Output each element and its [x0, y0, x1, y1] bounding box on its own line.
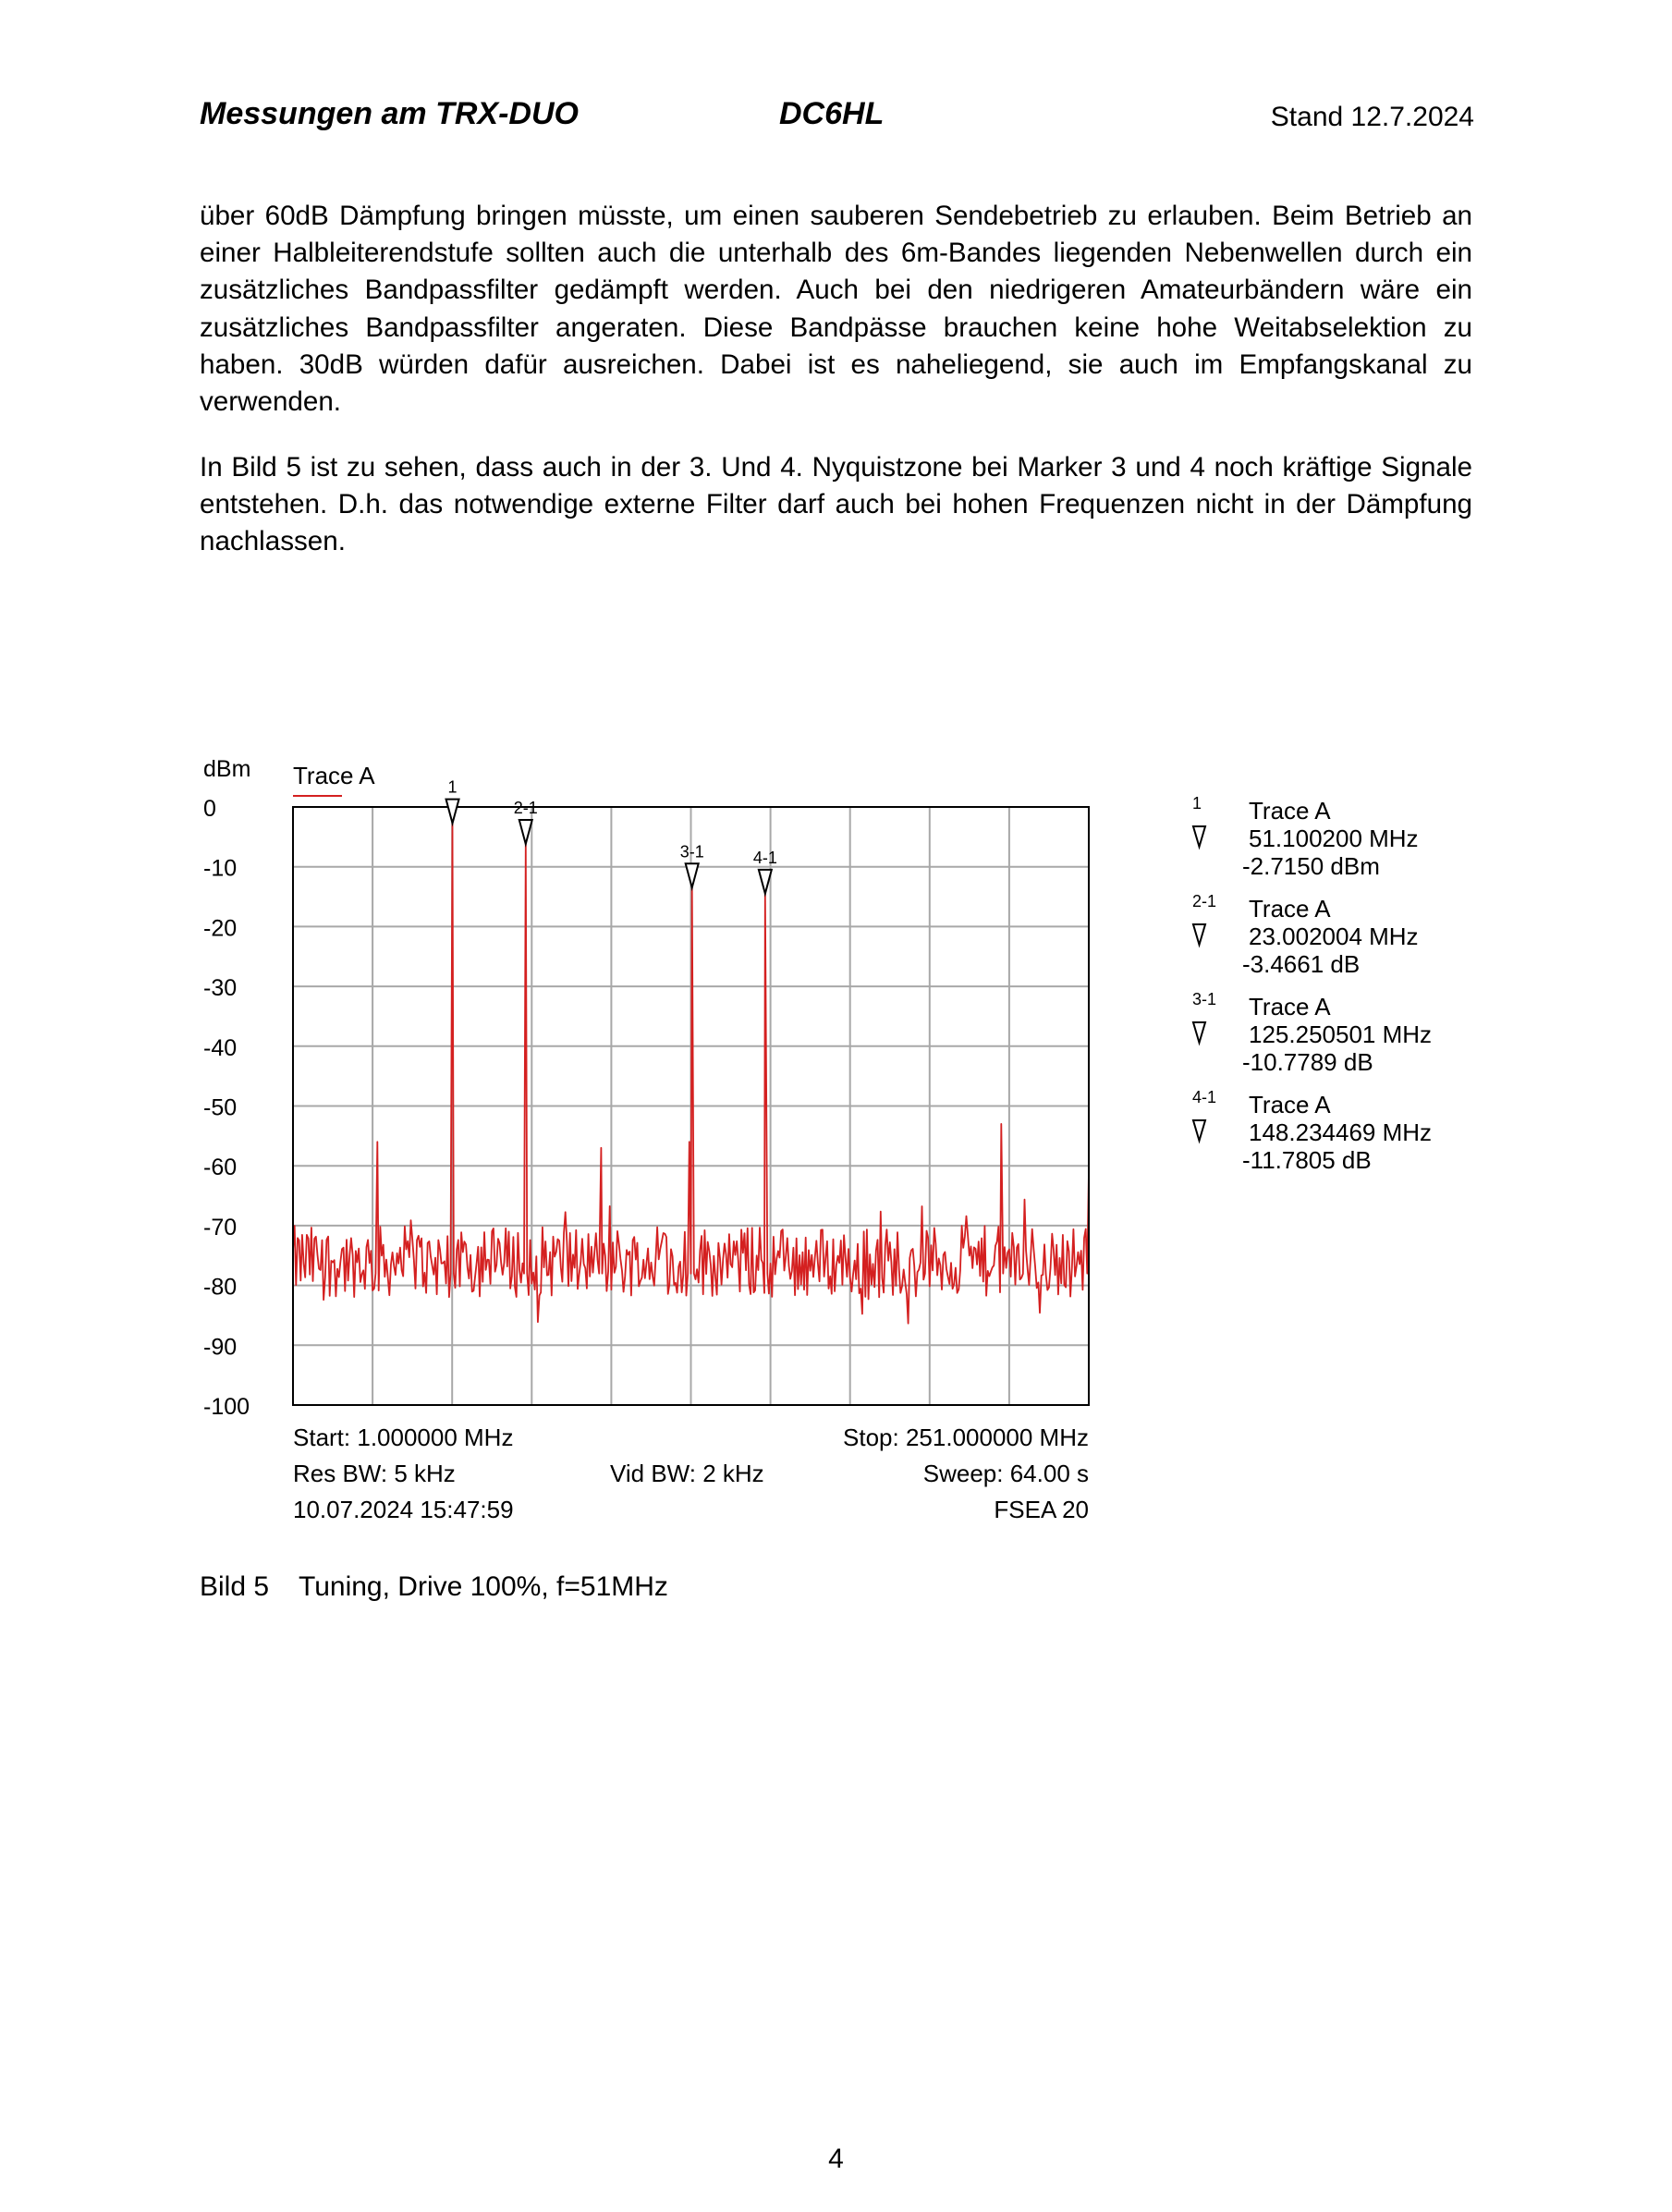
y-tick-label: -80 [203, 1274, 238, 1301]
y-tick-label: -10 [203, 855, 238, 882]
footer-date: 10.07.2024 15:47:59 [293, 1496, 514, 1523]
footer-stop: Stop: 251.000000 MHz [843, 1424, 1089, 1451]
y-unit-label: dBm [203, 756, 251, 782]
y-tick-label: -50 [203, 1094, 238, 1121]
page-number: 4 [828, 2144, 844, 2174]
footer-vid-bw: Vid BW: 2 kHz [610, 1460, 764, 1487]
figure-number: Bild 5 [200, 1571, 270, 1602]
marker-triangle-1 [446, 800, 459, 824]
figure-caption [200, 1571, 668, 1603]
paragraph: In Bild 5 ist zu sehen, dass auch in der 3. Und 4. Nyquistzone bei Marker 3 und 4 noch kräftige Signale entstehen. D.h. das notwendige externe Filter darf auch bei hohen Frequenzen nicht in der Dämpfung nachlassen. [200, 452, 1472, 557]
readout-frequency: 23.002004 MHz [1249, 923, 1419, 950]
y-tick-label: -100 [203, 1394, 250, 1420]
marker-label-3-1: 3-1 [679, 842, 704, 862]
readout-marker-icon [1193, 1120, 1205, 1141]
header-date: Stand 12.7.2024 [1270, 102, 1474, 132]
readout-level: -2.7150 dBm [1242, 852, 1380, 880]
footer-res-bw: Res BW: 5 kHz [293, 1460, 456, 1487]
legend-label: Trace A [293, 762, 375, 789]
readout-marker-icon [1193, 924, 1205, 945]
readout-id-4-1: 4-1 [1192, 1088, 1217, 1106]
marker-triangle-3-1 [686, 863, 699, 887]
readout-id-3-1: 3-1 [1192, 990, 1217, 1008]
y-tick-label: -20 [203, 915, 238, 942]
header-title: Messungen am TRX-DUO [200, 96, 579, 131]
readout-frequency: 51.100200 MHz [1249, 825, 1419, 852]
figure-caption-text: Tuning, Drive 100%, f=51MHz [299, 1571, 668, 1602]
readout-id-1: 1 [1192, 794, 1202, 813]
marker-label-2-1: 2-1 [513, 798, 538, 817]
readout-trace: Trace A [1249, 895, 1331, 923]
readout-id-2-1: 2-1 [1192, 892, 1217, 910]
marker-triangle-2-1 [519, 820, 532, 844]
footer-start: Start: 1.000000 MHz [293, 1424, 514, 1451]
readout-marker-icon [1193, 1022, 1205, 1043]
readout-trace: Trace A [1249, 993, 1331, 1020]
y-tick-label: -30 [203, 975, 238, 1002]
readout-level: -3.4661 dB [1242, 950, 1361, 978]
footer-device: FSEA 20 [994, 1496, 1089, 1523]
readout-level: -11.7805 dB [1242, 1146, 1372, 1174]
readout-level: -10.7789 dB [1242, 1048, 1373, 1076]
y-tick-label: -70 [203, 1214, 238, 1240]
readout-frequency: 125.250501 MHz [1249, 1020, 1433, 1048]
header-author: DC6HL [779, 96, 885, 131]
readout-frequency: 148.234469 MHz [1249, 1118, 1433, 1146]
y-tick-label: 0 [203, 796, 216, 822]
readout-trace: Trace A [1249, 1091, 1331, 1118]
marker-label-1: 1 [447, 777, 458, 797]
footer-sweep: Sweep: 64.00 s [922, 1460, 1089, 1487]
readout-trace: Trace A [1249, 797, 1331, 825]
y-tick-label: -40 [203, 1034, 238, 1061]
readout-marker-icon [1193, 826, 1205, 847]
y-tick-label: -90 [203, 1334, 238, 1361]
paragraph: über 60dB Dämpfung bringen müsste, um einen sauberen Sendebetrieb zu erlauben. Beim Betrieb an einer Halbleiterendstufe sollten auch die unterhalb des 6m-Bandes liegenden Nebenwellen durch ein zusätzliches Bandpassfilter gedämpft werden. Auch bei den niedrigeren Amateurbändern wäre ein zusätzliches Bandpassfilter angeraten. Diese Bandpässe brauchen keine hohe Weitabselektion zu haben. 30dB würden dafür ausreichen. Dabei ist es naheliegend, sie auch im Empfangskanal zu verwenden. [200, 201, 1472, 418]
y-tick-label: -60 [203, 1155, 238, 1181]
marker-label-4-1: 4-1 [752, 848, 777, 867]
